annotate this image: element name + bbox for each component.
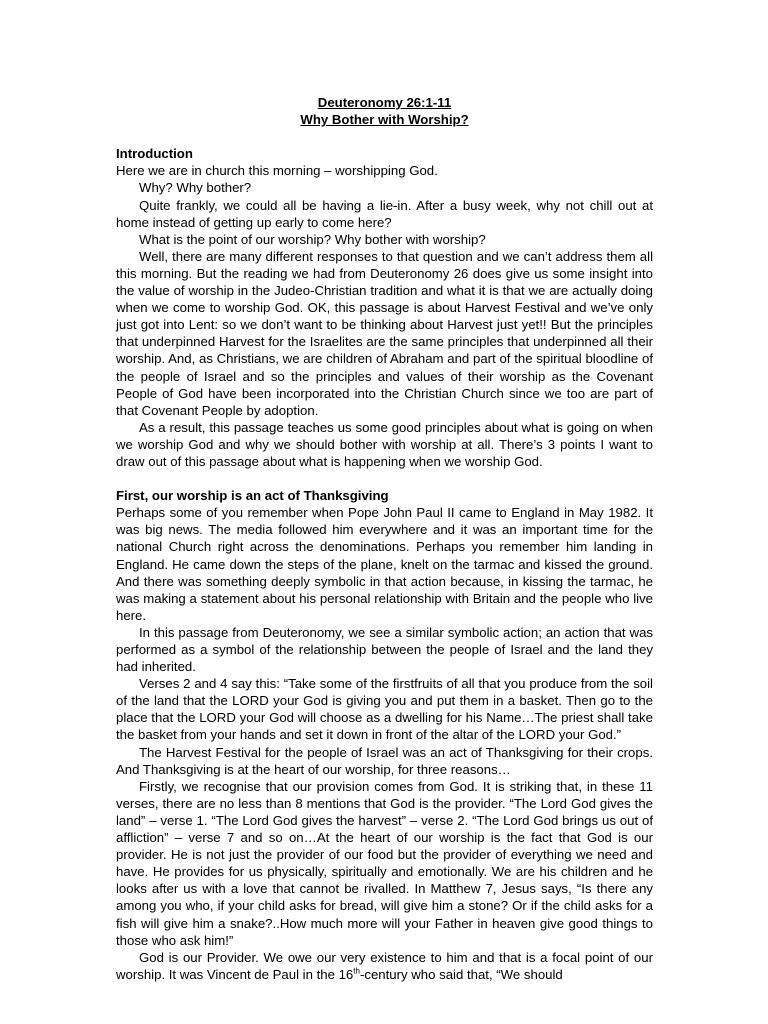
paragraph: Verses 2 and 4 say this: “Take some of the firstfruits of all that you produce from the soil of the land that the LORD your God is giving you and put them in a basket. Then go to the place that the LORD your God will choose as a dwelling for his Name…The priest shall take the basket from your hands and set it down in front of the altar of the LORD your God.” (116, 676, 653, 743)
paragraph: What is the point of our worship? Why bother with worship? (139, 231, 486, 247)
paragraph (116, 949, 653, 983)
section-heading-thanksgiving: First, our worship is an act of Thanksgiving (116, 488, 389, 504)
section-heading-introduction: Introduction (116, 146, 193, 162)
paragraph: Quite frankly, we could all be having a lie-in. After a busy week, why not chill out at home instead of getting up early to come here? (116, 197, 653, 230)
paragraph: As a result, this passage teaches us some good principles about what is going on when we worship God and why we should bother with worship at all. There’s 3 points I want to draw out of this passage about what is happening when we worship God. (116, 419, 653, 469)
paragraph: Here we are in church this morning – worshipping God. (116, 163, 438, 179)
ordinal-superscript: th (353, 966, 360, 976)
paragraph-text: God is our Provider. We owe our very existence to him and that is a focal point of our worship. It was Vincent de Paul in the 16 (116, 949, 653, 982)
document-page (116, 94, 653, 983)
spacer (116, 470, 653, 487)
document-title-reference: Deuteronomy 26:1-11 (317, 95, 452, 110)
paragraph-text: -century who said that, “We should (359, 966, 563, 982)
paragraph: Perhaps some of you remember when Pope John Paul II came to England in May 1982. It was big news. The media followed him everywhere and it was an important time for the national Church right across the denominations. Perhaps you remember him landing in England. He came down the steps of the plane, knelt on the tarmac and kissed the ground. And there was something deeply symbolic in that action because, in kissing the tarmac, he was making a statement about his personal relationship with Britain and the people who live here. (116, 505, 653, 623)
paragraph: Why? Why bother? (139, 180, 252, 196)
paragraph: Firstly, we recognise that our provision comes from God. It is striking that, in these 11 verses, there are no less than 8 mentions that God is the provider. “The Lord God gives the land” – verse 1. “The Lord God gives the harvest” – verse 2. “The Lord God brings us out of affliction” – verse 7 and so on…At the heart of our worship is the fact that God is our provider. He is not just the provider of our food but the provider of everything we need and have. He provides for us physically, spiritually and emotionally. We are his children and he looks after us with a love that cannot be rivalled. In Matthew 7, Jesus says, “Is there any among you who, if your child asks for bread, will give him a stone? Or if the child asks for a fish will give him a snake?..How much more will your Father in heaven give good things to those who ask him!” (116, 778, 653, 948)
paragraph: Well, there are many different responses to that question and we can’t address them all this morning. But the reading we had from Deuteronomy 26 does give us some insight into the value of worship in the Judeo-Christian tradition and what it is that we are actually doing when we come to worship God. OK, this passage is about Harvest Festival and we’ve only just got into Lent: so we don’t want to be thinking about Harvest just yet!! But the principles that underpinned Harvest for the Israelites are the same principles that underpinned all their worship. And, as Christians, we are children of Abraham and part of the spiritual bloodline of the people of Israel and so the principles and values of their worship as the Covenant People of God have been incorporated into the Christian Church since we too are part of that Covenant People by adoption. (116, 248, 653, 418)
spacer (116, 128, 653, 145)
paragraph: In this passage from Deuteronomy, we see a similar symbolic action; an action that was performed as a symbol of the relationship between the people of Israel and the land they had inherited. (116, 624, 653, 675)
paragraph: The Harvest Festival for the people of Israel was an act of Thanksgiving for their crops. And Thanksgiving is at the heart of our worship, for three reasons… (116, 744, 653, 777)
document-title: Why Bother with Worship? (300, 112, 469, 128)
